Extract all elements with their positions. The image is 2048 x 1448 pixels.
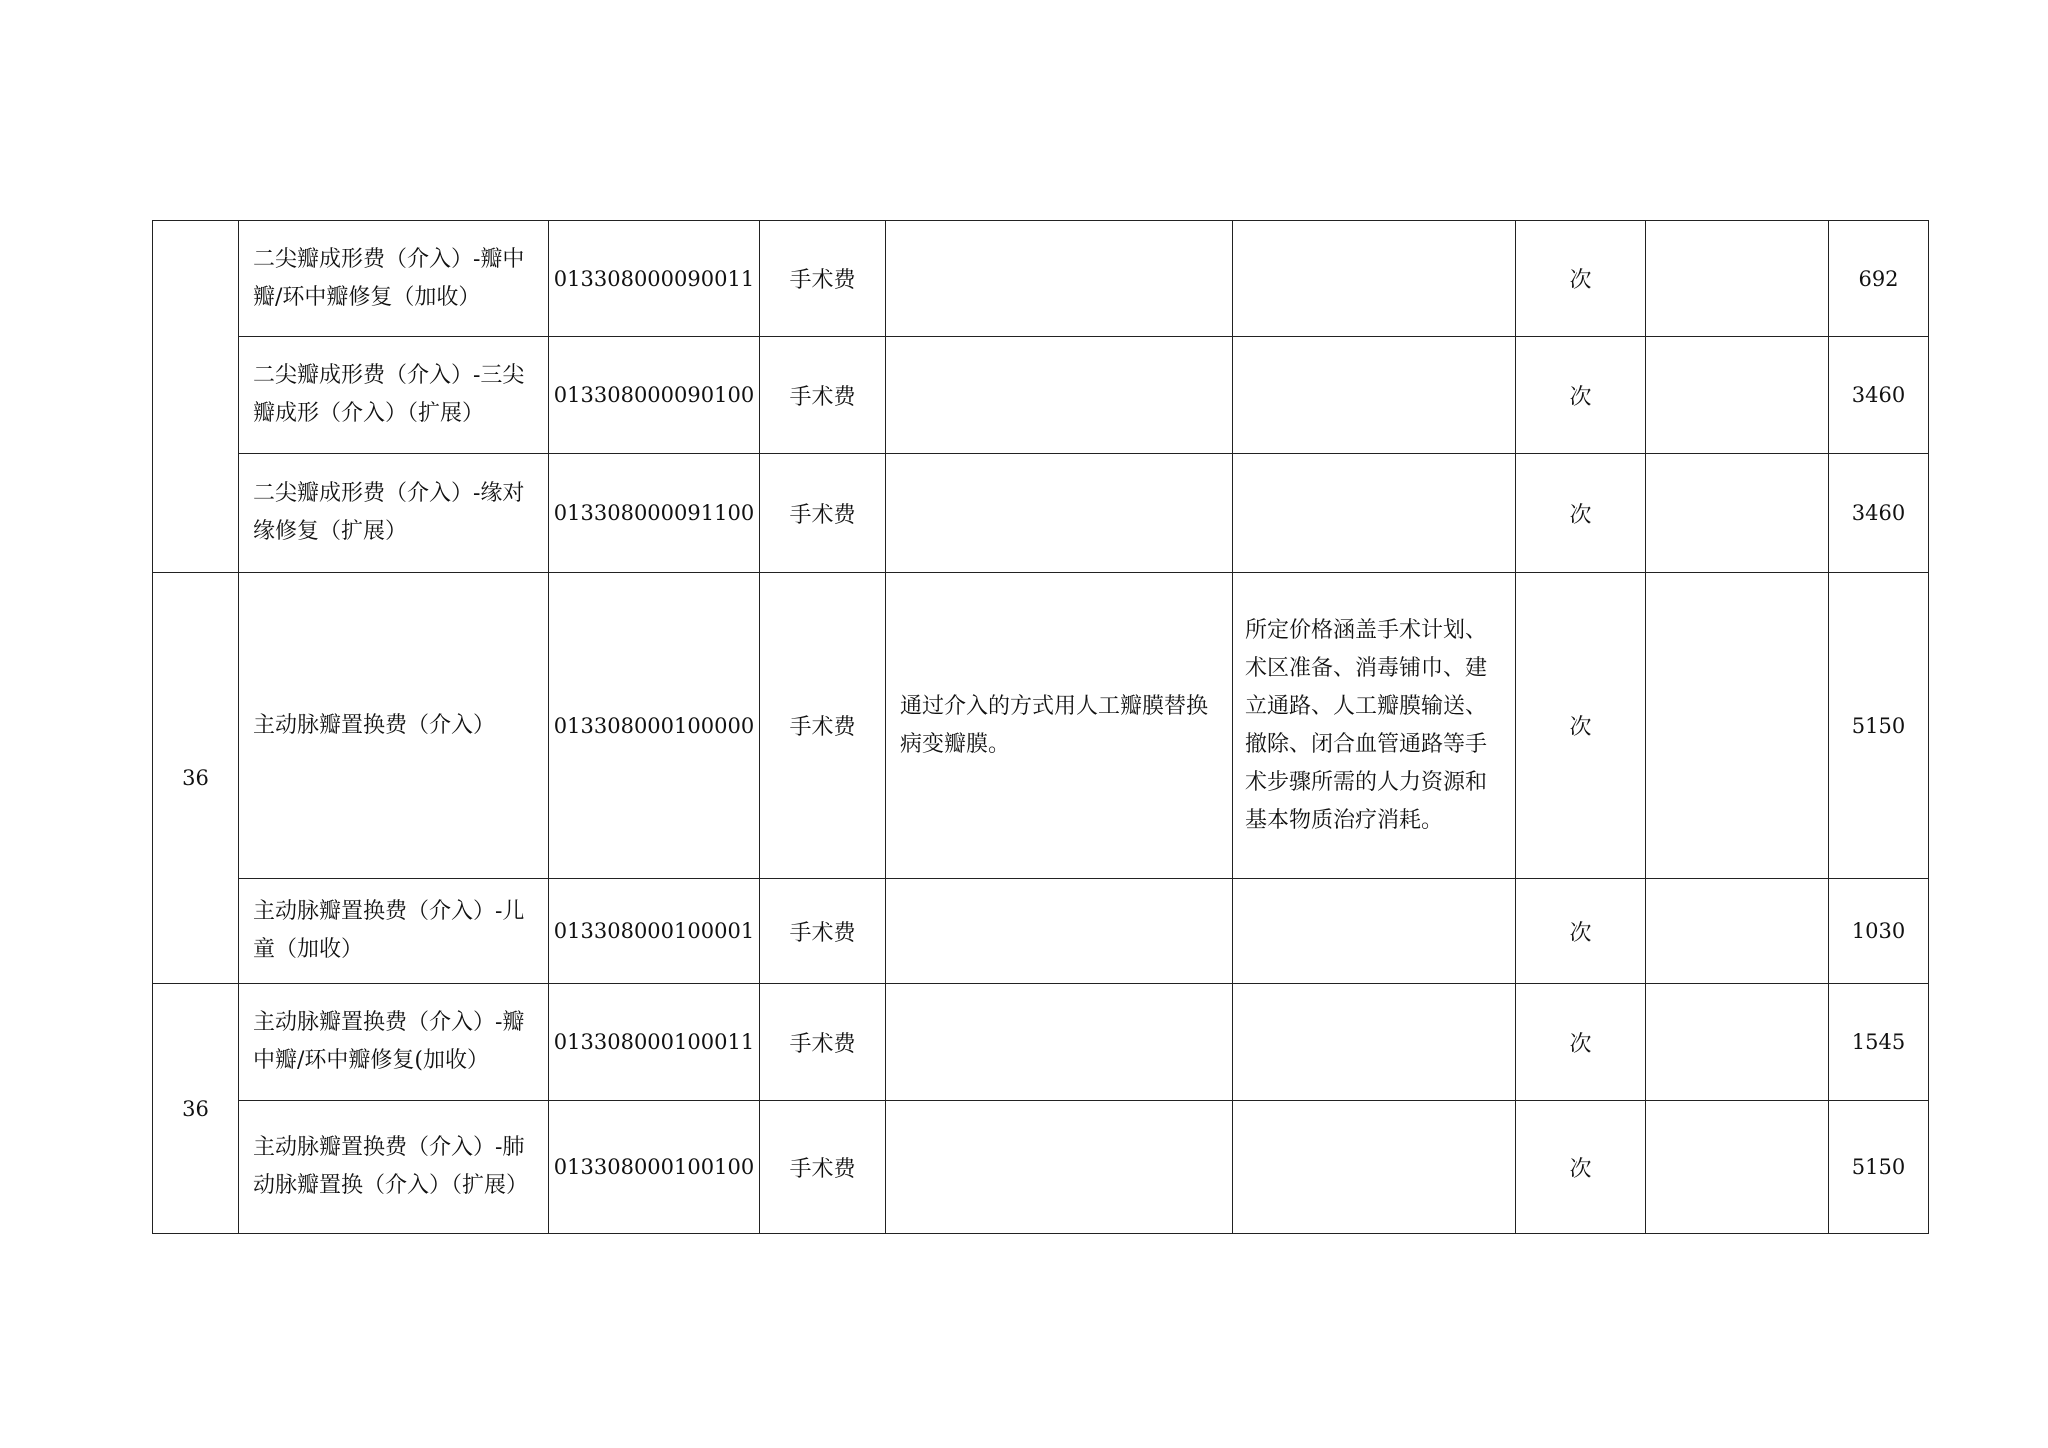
category-cell: 手术费 — [760, 573, 886, 879]
item-code-cell: 013308000100001 — [549, 879, 760, 984]
content-cell — [886, 337, 1233, 454]
unit-cell: 次 — [1516, 984, 1646, 1101]
seq-cell: 36 — [153, 984, 239, 1234]
item-name-cell: 二尖瓣成形费（介入）-三尖瓣成形（介入）（扩展） — [239, 337, 549, 454]
price-cell: 3460 — [1829, 337, 1929, 454]
unit-cell: 次 — [1516, 879, 1646, 984]
table-row — [153, 454, 1929, 573]
excluded-cell — [1233, 221, 1516, 337]
price-cell: 5150 — [1829, 573, 1929, 879]
item-code-cell: 013308000091100 — [549, 454, 760, 573]
item-name-cell: 主动脉瓣置换费（介入） — [239, 573, 549, 879]
category-cell: 手术费 — [760, 221, 886, 337]
category-cell: 手术费 — [760, 337, 886, 454]
table-row — [153, 337, 1929, 454]
note-cell — [1646, 1101, 1829, 1234]
unit-cell: 次 — [1516, 573, 1646, 879]
table-row — [153, 573, 1929, 879]
item-name-cell: 二尖瓣成形费（介入）-缘对缘修复（扩展） — [239, 454, 549, 573]
price-cell: 692 — [1829, 221, 1929, 337]
item-code-cell: 013308000090011 — [549, 221, 760, 337]
item-name-cell: 主动脉瓣置换费（介入）-肺动脉瓣置换（介入）（扩展） — [239, 1101, 549, 1234]
excluded-cell — [1233, 454, 1516, 573]
seq-cell — [153, 221, 239, 573]
price-cell: 5150 — [1829, 1101, 1929, 1234]
seq-cell: 36 — [153, 573, 239, 984]
item-code-cell: 013308000100011 — [549, 984, 760, 1101]
item-code-cell: 013308000100000 — [549, 573, 760, 879]
note-cell — [1646, 573, 1829, 879]
unit-cell: 次 — [1516, 1101, 1646, 1234]
item-name-cell: 二尖瓣成形费（介入）-瓣中瓣/环中瓣修复（加收） — [239, 221, 549, 337]
table-row — [153, 879, 1929, 984]
excluded-cell — [1233, 337, 1516, 454]
category-cell: 手术费 — [760, 984, 886, 1101]
item-code-cell: 013308000090100 — [549, 337, 760, 454]
category-cell: 手术费 — [760, 1101, 886, 1234]
price-cell: 1545 — [1829, 984, 1929, 1101]
note-cell — [1646, 337, 1829, 454]
content-cell — [886, 984, 1233, 1101]
price-cell: 3460 — [1829, 454, 1929, 573]
content-cell — [886, 879, 1233, 984]
table-row — [153, 221, 1929, 337]
note-cell — [1646, 879, 1829, 984]
excluded-cell: 所定价格涵盖手术计划、术区准备、消毒铺巾、建立通路、人工瓣膜输送、撤除、闭合血管通路等手术步骤所需的人力资源和基本物质治疗消耗。 — [1233, 573, 1516, 879]
item-name-cell: 主动脉瓣置换费（介入）-儿童（加收） — [239, 879, 549, 984]
excluded-cell — [1233, 1101, 1516, 1234]
note-cell — [1646, 454, 1829, 573]
excluded-cell — [1233, 984, 1516, 1101]
content-cell: 通过介入的方式用人工瓣膜替换病变瓣膜。 — [886, 573, 1233, 879]
table-row — [153, 984, 1929, 1101]
item-name-cell: 主动脉瓣置换费（介入）-瓣中瓣/环中瓣修复(加收） — [239, 984, 549, 1101]
unit-cell: 次 — [1516, 454, 1646, 573]
note-cell — [1646, 984, 1829, 1101]
price-cell: 1030 — [1829, 879, 1929, 984]
category-cell: 手术费 — [760, 454, 886, 573]
note-cell — [1646, 221, 1829, 337]
fee-table — [152, 220, 1929, 1234]
content-cell — [886, 1101, 1233, 1234]
category-cell: 手术费 — [760, 879, 886, 984]
excluded-cell — [1233, 879, 1516, 984]
content-cell — [886, 221, 1233, 337]
unit-cell: 次 — [1516, 221, 1646, 337]
unit-cell: 次 — [1516, 337, 1646, 454]
table-row — [153, 1101, 1929, 1234]
content-cell — [886, 454, 1233, 573]
item-code-cell: 013308000100100 — [549, 1101, 760, 1234]
